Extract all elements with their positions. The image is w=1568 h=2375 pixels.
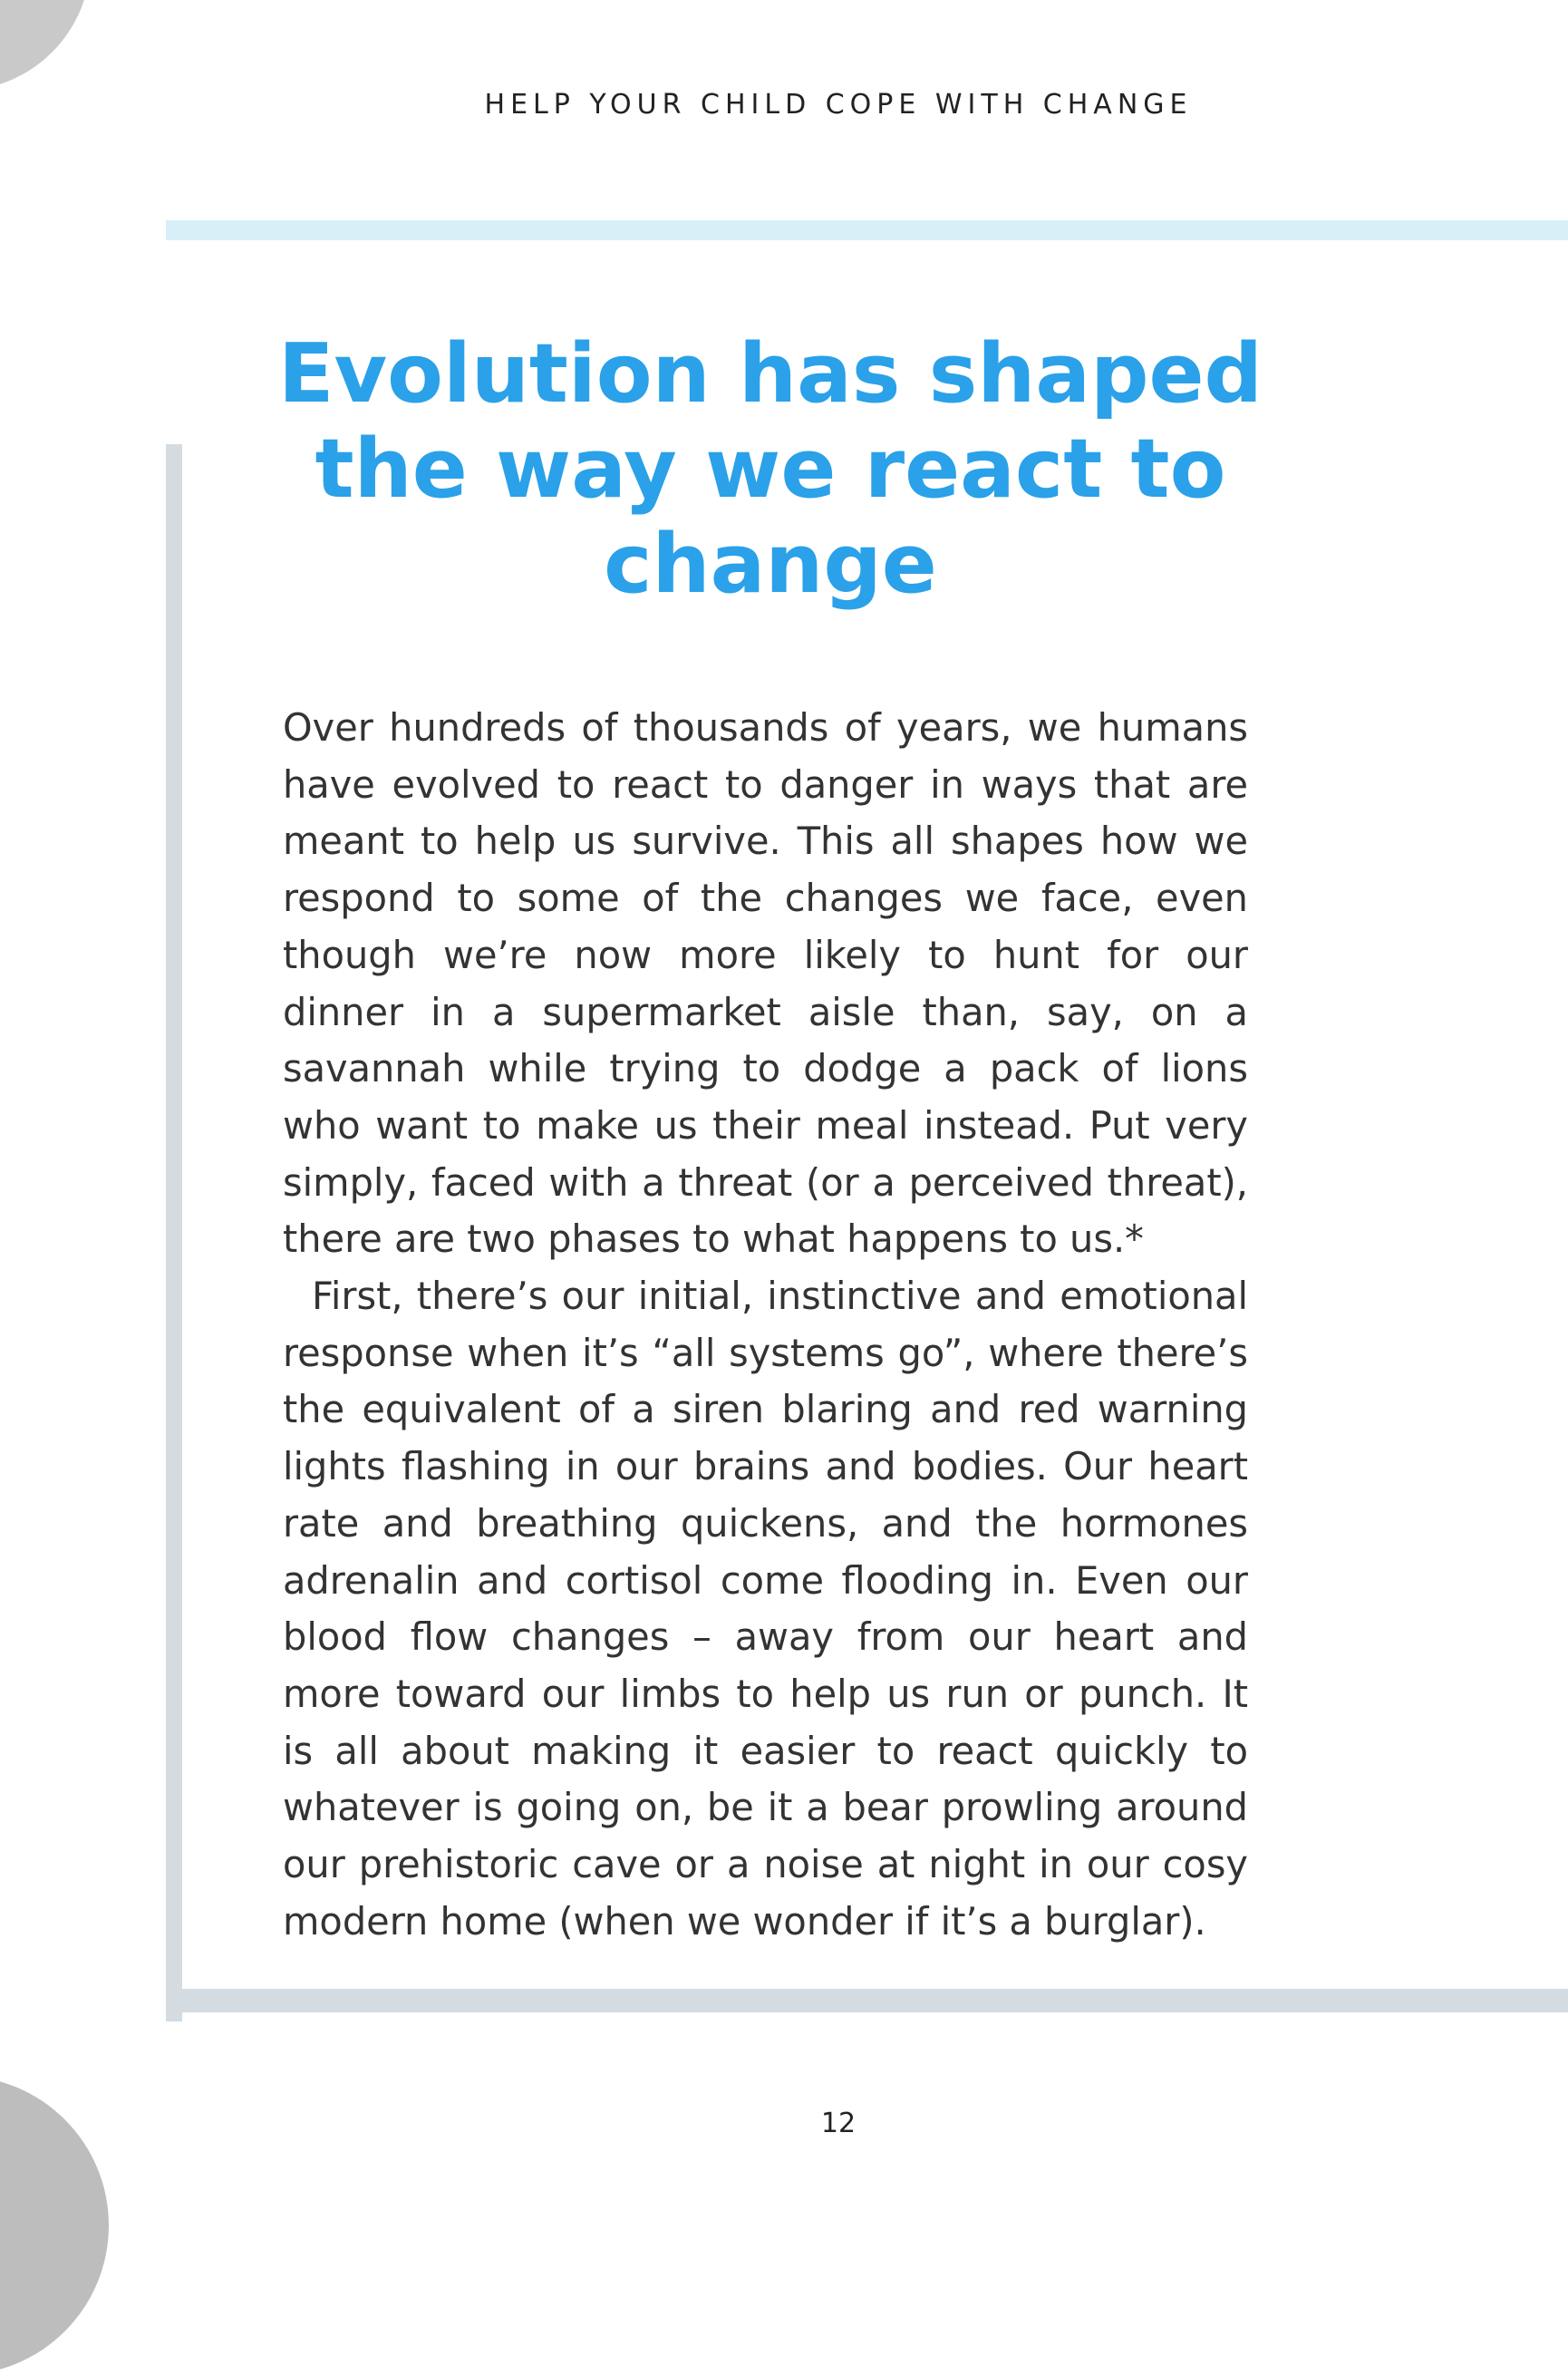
scan-shadow-top-left (0, 0, 91, 91)
page-number: 12 (820, 2108, 857, 2139)
running-header: HELP YOUR CHILD COPE WITH CHANGE (484, 89, 1193, 121)
paragraph: Over hundreds of thousands of years, we humans have evolved to react to danger in ways that are meant to help us survive. This all shapes how we respond to some of the changes we face, even though we’re now more likely to hunt for our dinner in a supermarket aisle than, say, on a savannah while trying to dodge a pack of lions who want to make us their meal instead. Put very simply, faced with a threat (or a perceived threat), there are two phases to what happens to us.* (283, 705, 1248, 1262)
chapter-title: Evolution has shaped the way we react to change (278, 326, 1263, 612)
body-text (283, 700, 1248, 1950)
paragraph: First, there’s our initial, instinctive and emotional response when it’s “all systems go”, where there’s the equivalent of a siren blaring and red warning lights flashing in our brains and bodies. Our heart rate and breathing quickens, and the hormones adrenalin and cortisol come flooding in. Even our blood flow changes – away from our heart and more toward our limbs to help us run or punch. It is all about making it easier to react quickly to whatever is going on, be it a bear prowling around our prehistoric cave or a noise at night in our cosy modern home (when we wonder if it’s a burglar). (283, 1274, 1248, 1944)
left-rule (166, 444, 182, 2021)
top-rule (166, 220, 1568, 240)
bottom-rule (166, 1989, 1568, 2012)
